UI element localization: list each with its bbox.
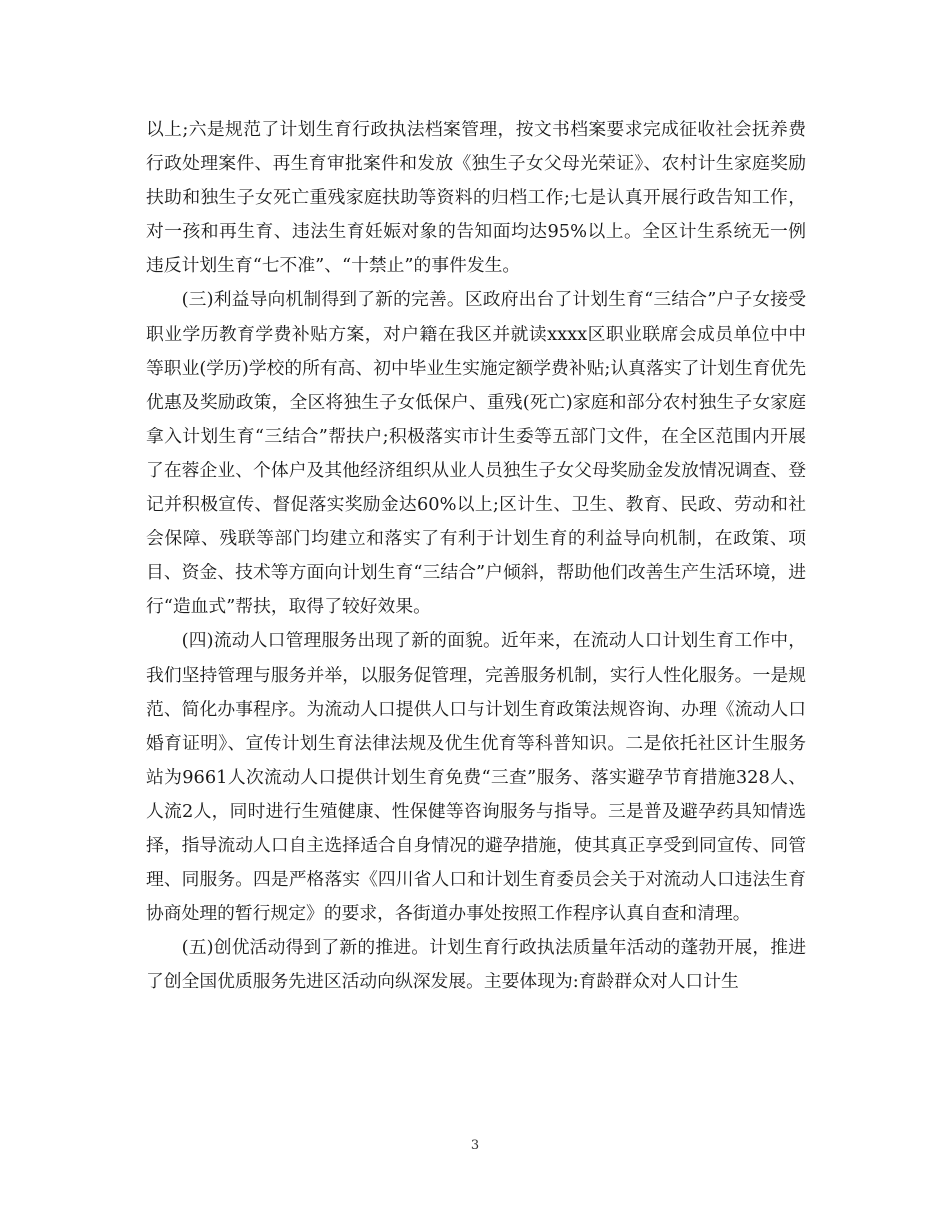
document-body xyxy=(146,113,806,999)
page-number: 3 xyxy=(470,1138,480,1153)
paragraph-floating-population: (四)流动人口管理服务出现了新的面貌。近年来，在流动人口计划生育工作中，我们坚持管理与服务并举，以服务促管理，完善服务机制，实行人性化服务。一是规范、简化办事程序。为流动人口提供人口与计划生育政策法规咨询、办理《流动人口婚育证明》、宣传计划生育法律法规及优生优育等科普知识。二是依托社区计生服务站为9661人次流动人口提供计划生育免费“三查”服务、落实避孕节育措施328人、人流2人，同时进行生殖健康、性保健等咨询服务与指导。三是普及避孕药具知情选择，指导流动人口自主选择适合自身情况的避孕措施，使其真正享受到同宣传、同管理、同服务。四是严格落实《四川省人口和计划生育委员会关于对流动人口违法生育协商处理的暂行规定》的要求，各街道办事处按照工作程序认真自查和清理。 xyxy=(146,630,806,925)
paragraph-excellence-activities: (五)创优活动得到了新的推进。计划生育行政执法质量年活动的蓬勃开展，推进了创全国优质服务先进区活动向纵深发展。主要体现为:育龄群众对人口计生 xyxy=(146,937,806,993)
paragraph-benefit-guidance: (三)利益导向机制得到了新的完善。区政府出台了计划生育“三结合”户子女接受职业学历教育学费补贴方案，对户籍在我区并就读xxxx区职业联席会成员单位中中等职业(学历)学校的所有高、初中毕业生实施定额学费补贴;认真落实了计划生育优先优惠及奖励政策，全区将独生子女低保户、重残(死亡)家庭和部分农村独生子女家庭拿入计划生育“三结合”帮扶户;积极落实市计生委等五部门文件，在全区范围内开展了在蓉企业、个体户及其他经济组织从业人员独生子女父母奖励金发放情况调查、登记并积极宣传、督促落实奖励金达60%以上;区计生、卫生、教育、民政、劳动和社会保障、残联等部门均建立和落实了有利于计划生育的利益导向机制，在政策、项目、资金、技术等方面向计划生育“三结合”户倾斜，帮助他们改善生产生活环境，进行“造血式”帮扶，取得了较好效果。 xyxy=(146,289,806,618)
paragraph-continued: 以上;六是规范了计划生育行政执法档案管理，按文书档案要求完成征收社会抚养费行政处理案件、再生育审批案件和发放《独生子女父母光荣证》、农村计生家庭奖励扶助和独生子女死亡重残家庭扶助等资料的归档工作;七是认真开展行政告知工作，对一孩和再生育、违法生育妊娠对象的告知面均达95%以上。全区计生系统无一例违反计划生育“七不准”、“十禁止”的事件发生。 xyxy=(146,119,806,277)
